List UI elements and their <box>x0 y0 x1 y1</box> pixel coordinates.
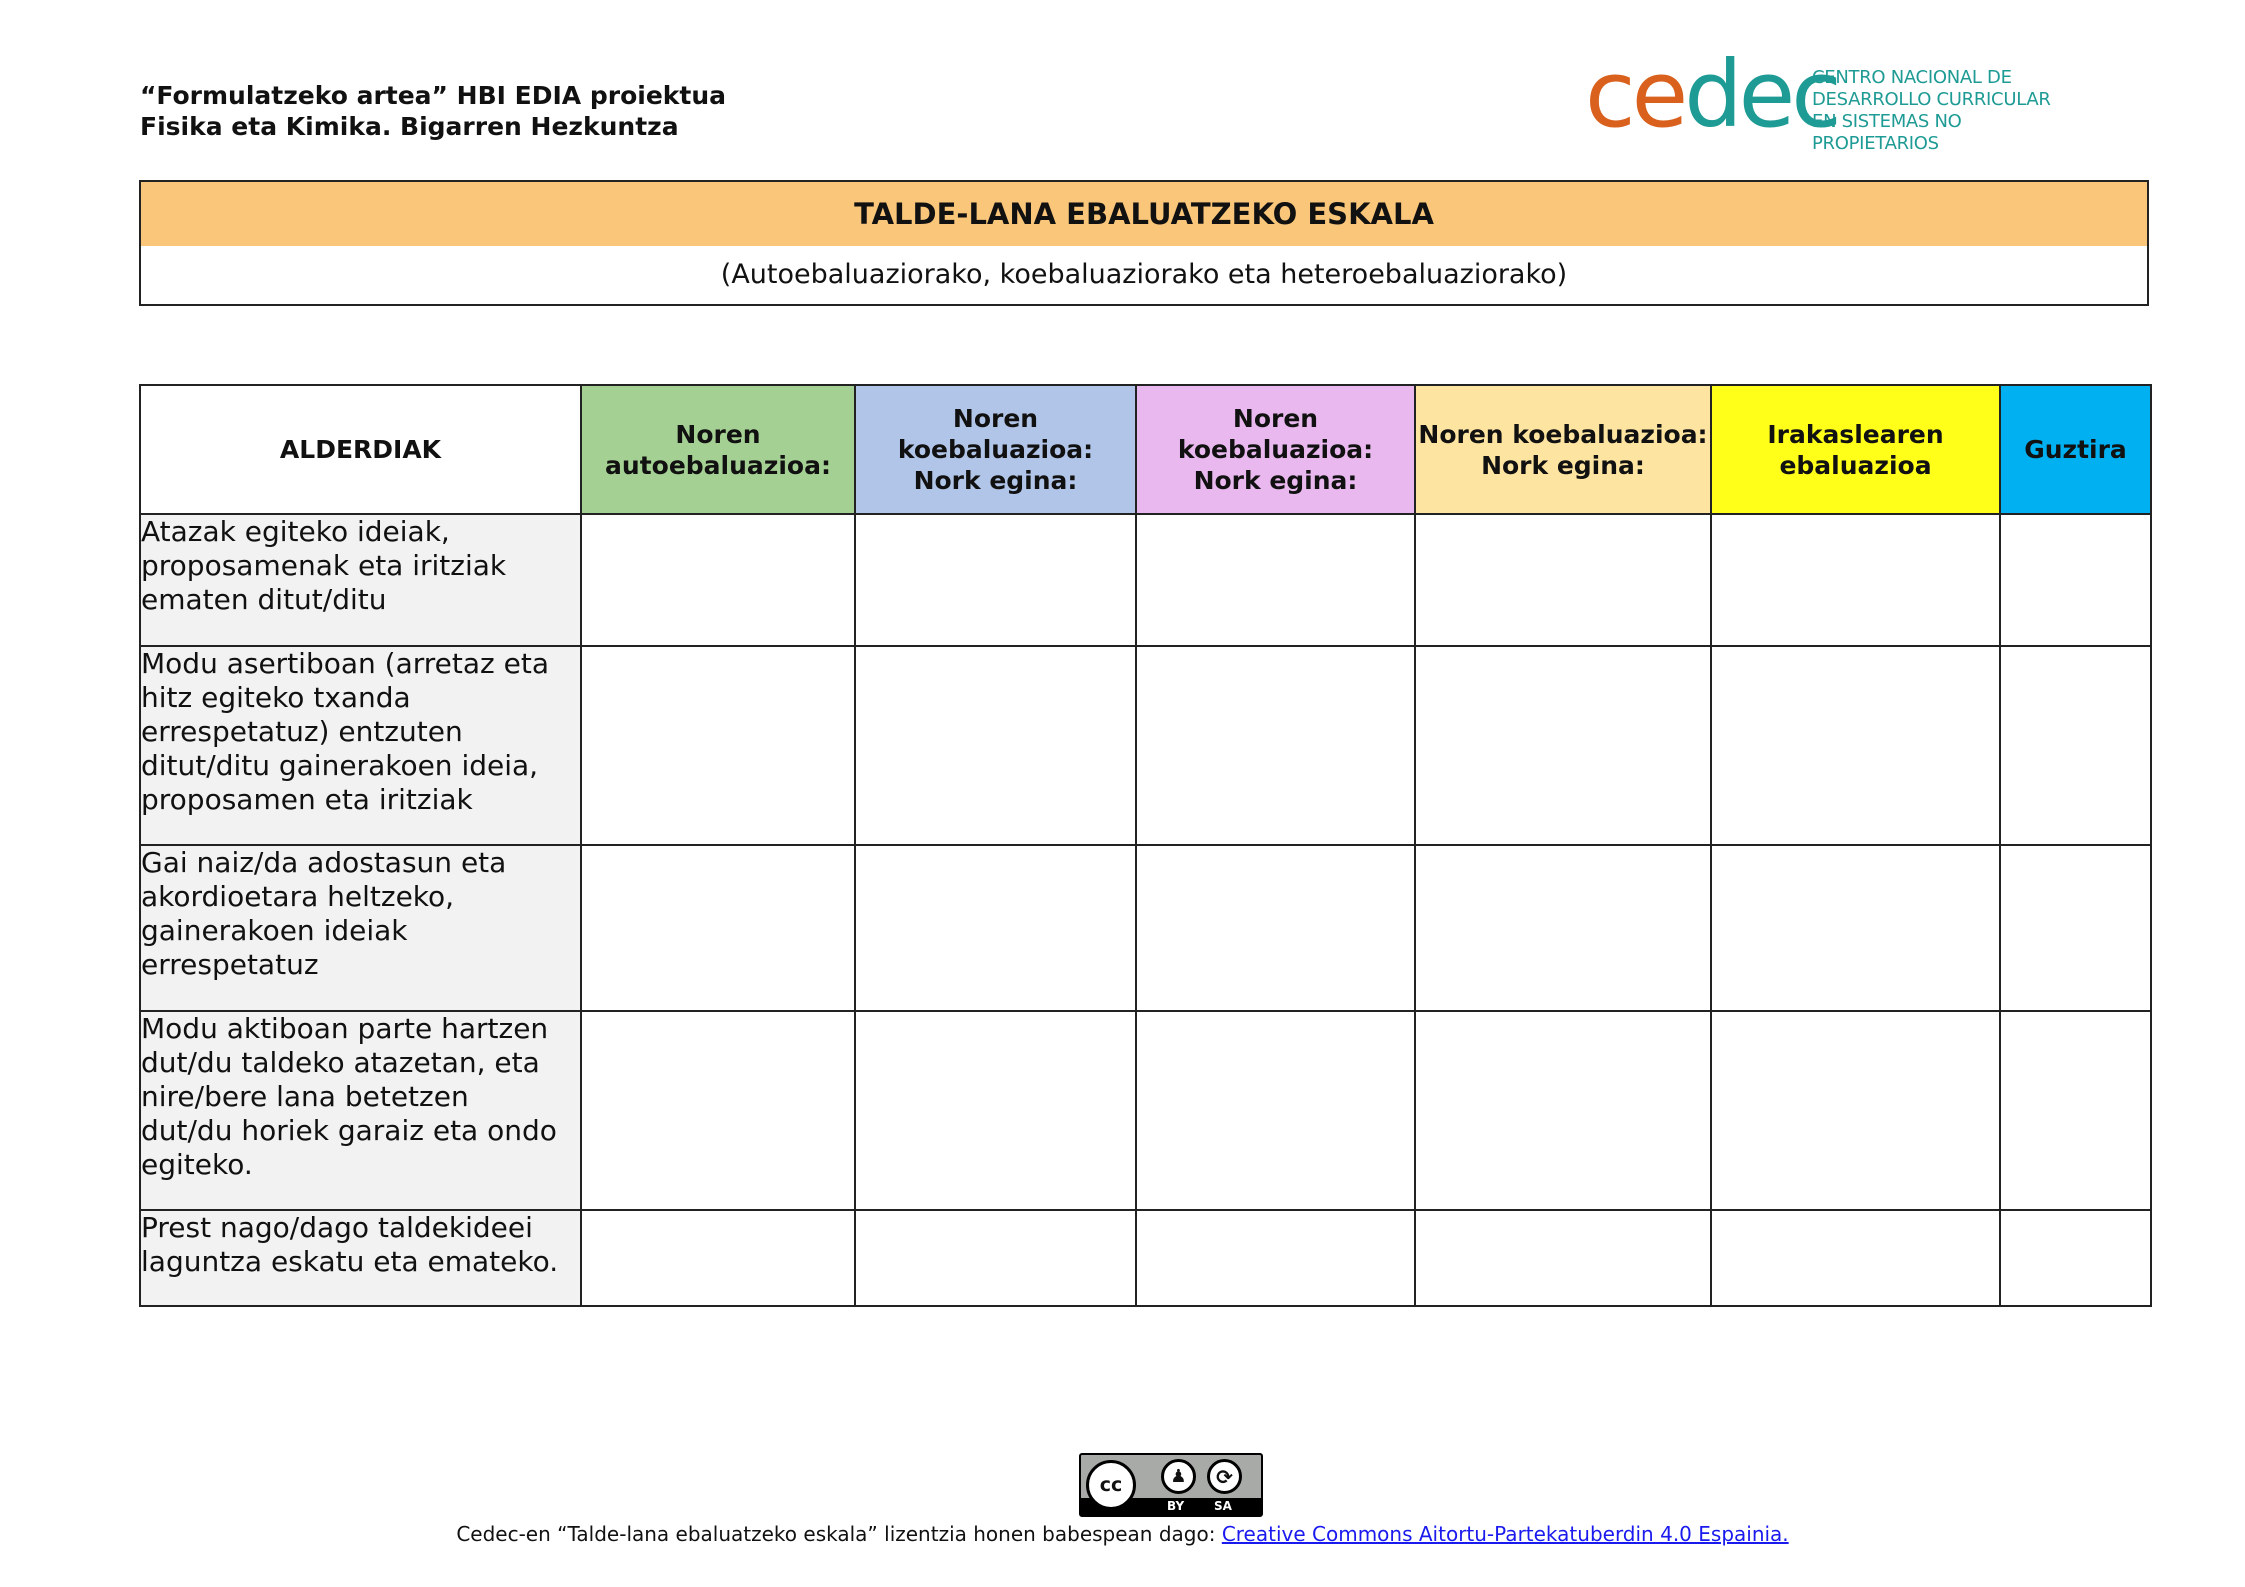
by-label: BY <box>1167 1499 1185 1513</box>
aspect-line: errespetatuz <box>141 948 319 981</box>
subject-title: Fisika eta Kimika. Bigarren Hezkuntza <box>140 112 679 141</box>
total-cell[interactable] <box>2000 1210 2151 1306</box>
header-line: Noren <box>1232 404 1319 433</box>
logo-subtitle <box>1812 67 2065 155</box>
table-row <box>140 1011 2151 1210</box>
document-header <box>140 80 726 142</box>
score-cell[interactable] <box>1415 1011 1711 1210</box>
aspect-cell <box>140 646 581 845</box>
aspect-line: Modu asertiboan (arretaz eta <box>141 647 549 680</box>
project-title: “Formulatzeko artea” HBI EDIA proiektua <box>140 81 727 110</box>
aspect-line: ematen ditut/ditu <box>141 583 387 616</box>
header-peer-evaluation-3 <box>1415 385 1711 514</box>
cedec-logo <box>1585 41 2065 154</box>
license-footer <box>0 1522 2245 1546</box>
aspect-line: errespetatuz) entzuten <box>141 715 463 748</box>
header-line: Nork egina: <box>1481 450 1645 480</box>
header-total: Guztira <box>2000 385 2151 514</box>
header-teacher-evaluation <box>1711 385 2000 514</box>
aspect-cell <box>140 514 581 646</box>
logo-wordmark <box>1585 41 1838 148</box>
cc-icon: cc <box>1086 1460 1136 1510</box>
aspect-line: Gai naiz/da adostasun eta <box>141 846 507 879</box>
table-row <box>140 514 2151 646</box>
aspect-line: dut/du taldeko atazetan, eta <box>141 1046 540 1079</box>
score-cell[interactable] <box>1711 1210 2000 1306</box>
score-cell[interactable] <box>855 1011 1136 1210</box>
header-aspects: ALDERDIAK <box>140 385 581 514</box>
logo-sub-line: EN SISTEMAS NO PROPIETARIOS <box>1812 111 1962 154</box>
header-line: koebaluazioa: <box>1177 435 1374 464</box>
license-link[interactable]: Creative Commons Aitortu-Partekatuberdin 4.0 Espainia. <box>1221 1522 1789 1546</box>
score-cell[interactable] <box>1415 845 1711 1011</box>
header-line: autoebaluazioa: <box>605 450 831 480</box>
score-cell[interactable] <box>1415 514 1711 646</box>
score-cell[interactable] <box>1711 845 2000 1011</box>
score-cell[interactable] <box>1136 646 1415 845</box>
aspect-line: Atazak egiteko ideiak, <box>141 515 450 548</box>
score-cell[interactable] <box>1415 1210 1711 1306</box>
total-cell[interactable] <box>2000 646 2151 845</box>
header-line: koebaluazioa: <box>897 435 1094 464</box>
score-cell[interactable] <box>855 646 1136 845</box>
aspect-line: nire/bere lana betetzen <box>141 1080 469 1113</box>
header-line: Noren <box>675 419 761 449</box>
page-subtitle: (Autoebaluaziorako, koebaluaziorako eta heteroebaluaziorako) <box>720 259 1568 290</box>
header-line: Nork egina: <box>1193 466 1358 495</box>
total-cell[interactable] <box>2000 514 2151 646</box>
aspect-line: laguntza eskatu eta emateko. <box>141 1245 559 1278</box>
aspect-line: gainerakoen ideiak <box>141 914 408 947</box>
score-cell[interactable] <box>1711 1011 2000 1210</box>
score-cell[interactable] <box>581 646 855 845</box>
score-cell[interactable] <box>1136 514 1415 646</box>
aspect-line: ditut/ditu gainerakoen ideia, <box>141 749 539 782</box>
aspect-line: akordioetara heltzeko, <box>141 880 455 913</box>
score-cell[interactable] <box>1711 646 2000 845</box>
license-text: Cedec-en “Talde-lana ebaluatzeko eskala” lizentzia honen babespean dago: <box>456 1522 1222 1546</box>
attribution-icon: ♟ <box>1161 1459 1196 1494</box>
aspect-line: proposamenak eta iritziak <box>141 549 507 582</box>
header-line: Noren <box>952 404 1039 433</box>
score-cell[interactable] <box>581 1011 855 1210</box>
logo-sub-line: CENTRO NACIONAL DE <box>1812 67 2012 88</box>
score-cell[interactable] <box>581 1210 855 1306</box>
header-line: ebaluazioa <box>1779 450 1932 480</box>
logo-word-ce: ce <box>1585 41 1685 148</box>
header-self-evaluation <box>581 385 855 514</box>
score-cell[interactable] <box>1136 1210 1415 1306</box>
aspect-line: hitz egiteko txanda <box>141 681 411 714</box>
table-header-row <box>140 385 2151 514</box>
score-cell[interactable] <box>1415 646 1711 845</box>
aspect-line: egiteko. <box>141 1148 253 1181</box>
logo-word-dec: dec <box>1684 41 1838 148</box>
score-cell[interactable] <box>1711 514 2000 646</box>
header-line: Noren koebaluazioa: <box>1418 419 1708 449</box>
evaluation-table <box>139 384 2152 1307</box>
aspect-cell <box>140 1011 581 1210</box>
score-cell[interactable] <box>855 1210 1136 1306</box>
aspect-cell <box>140 845 581 1011</box>
page-title: TALDE-LANA EBALUATZEKO ESKALA <box>141 182 2147 246</box>
table-row <box>140 1210 2151 1306</box>
header-line: Irakaslearen <box>1767 419 1944 449</box>
title-box <box>139 180 2149 306</box>
aspect-line: dut/du horiek garaiz eta ondo <box>141 1114 557 1147</box>
aspect-line: proposamen eta iritziak <box>141 783 473 816</box>
score-cell[interactable] <box>855 514 1136 646</box>
score-cell[interactable] <box>1136 1011 1415 1210</box>
aspect-line: Prest nago/dago taldekideei <box>141 1211 533 1244</box>
aspect-cell <box>140 1210 581 1306</box>
total-cell[interactable] <box>2000 845 2151 1011</box>
score-cell[interactable] <box>1136 845 1415 1011</box>
header-line: Nork egina: <box>913 466 1078 495</box>
sa-label: SA <box>1214 1499 1232 1513</box>
share-alike-icon: ⟳ <box>1207 1459 1242 1494</box>
table-row <box>140 646 2151 845</box>
header-peer-evaluation-2 <box>1136 385 1415 514</box>
cc-license-badge[interactable] <box>1079 1453 1263 1517</box>
aspect-line: Modu aktiboan parte hartzen <box>141 1012 549 1045</box>
score-cell[interactable] <box>581 514 855 646</box>
header-peer-evaluation-1 <box>855 385 1136 514</box>
total-cell[interactable] <box>2000 1011 2151 1210</box>
score-cell[interactable] <box>581 845 855 1011</box>
score-cell[interactable] <box>855 845 1136 1011</box>
logo-sub-line: DESARROLLO CURRICULAR <box>1812 89 2051 110</box>
table-row <box>140 845 2151 1011</box>
